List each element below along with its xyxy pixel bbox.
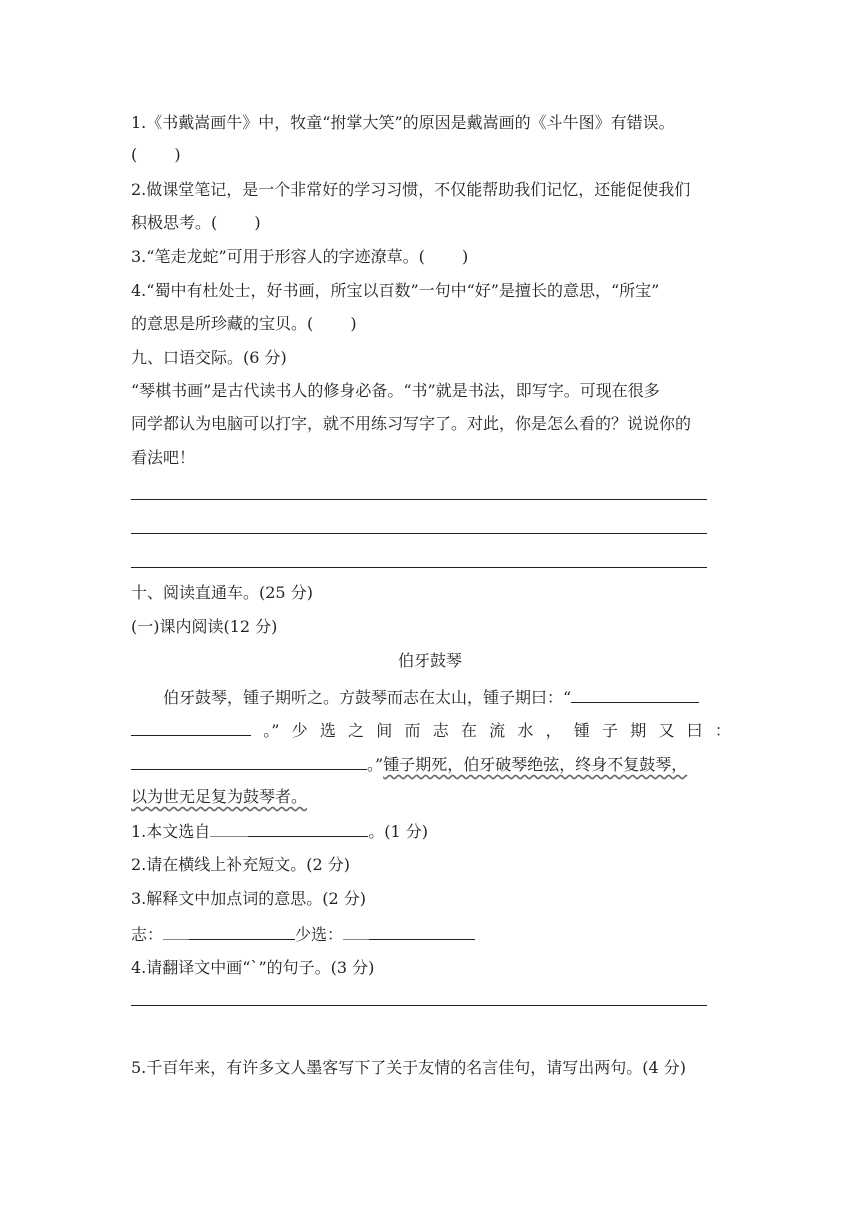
passage-line-2-char: 选 <box>319 721 336 740</box>
reading-q3-word1-blank-lead[interactable] <box>163 924 189 940</box>
passage-blank-1[interactable] <box>571 687 699 703</box>
reading-q1-prefix: 1.本文选自 <box>131 822 211 841</box>
passage-line-2-char: 曰 <box>686 721 703 740</box>
passage-line-2-char: ： <box>714 721 731 740</box>
reading-q3-word1-label: 志： <box>131 925 164 944</box>
passage-line-3-underlined: 锺子期死，伯牙破琴绝弦，终身不复鼓琴， <box>383 755 688 774</box>
reading-q1 <box>131 821 428 842</box>
passage-line-2-char: 之 <box>348 721 365 740</box>
reading-q3-word2-blank[interactable] <box>369 924 475 940</box>
passage-line-2-char: ， <box>545 721 562 740</box>
judgement-q2-line1: 2.做课堂笔记，是一个非常好的学习习惯，不仅能帮助我们记忆，还能促使我们 <box>131 180 691 199</box>
passage-line-2-char: 在 <box>460 721 477 740</box>
passage-blank-1-continued[interactable] <box>131 720 251 736</box>
passage-line-4 <box>131 787 307 807</box>
passage-line-1-text: 伯牙鼓琴，锺子期听之。方鼓琴而志在太山，锺子期曰：“ <box>163 688 572 707</box>
passage-title: 伯牙鼓琴 <box>397 651 462 670</box>
reading-q3-word2-label: 少选： <box>295 925 344 944</box>
reading-q3-word2-blank-lead[interactable] <box>343 924 369 940</box>
section9-heading: 九、口语交际。(6 分) <box>131 348 287 367</box>
passage-line-2-char: 。” <box>263 721 280 740</box>
passage-line-4-underlined: 以为世无足复为鼓琴者。 <box>131 787 308 806</box>
reading-q3: 3.解释文中加点词的意思。(2 分) <box>131 889 367 908</box>
judgement-q4-line2[interactable]: 的意思是所珍藏的宝贝。( ) <box>131 314 357 333</box>
passage-line-2 <box>131 720 731 741</box>
reading-q3-answers <box>131 924 475 945</box>
passage-blank-2[interactable] <box>131 754 367 770</box>
reading-q1-suffix: 。(1 分) <box>368 822 429 841</box>
reading-q3-word1-blank[interactable] <box>189 924 295 940</box>
section10-sub-heading: (一)课内阅读(12 分) <box>131 617 278 636</box>
judgement-q1-answer-bracket[interactable]: ( ) <box>131 145 181 164</box>
passage-line-2-char: 期 <box>630 721 647 740</box>
section9-answer-line-2[interactable] <box>131 533 707 534</box>
passage-line-2-char: 水 <box>517 721 534 740</box>
reading-q2: 2.请在横线上补充短文。(2 分) <box>131 855 351 874</box>
judgement-q1-line1: 1.《书戴嵩画牛》中，牧童“拊掌大笑”的原因是戴嵩画的《斗牛图》有错误。 <box>131 113 675 132</box>
reading-q1-blank-lead[interactable] <box>210 821 248 837</box>
passage-line-2-row <box>131 720 731 741</box>
passage-line-3-plain: 。” <box>367 755 384 774</box>
section9-answer-line-3[interactable] <box>131 567 707 568</box>
passage-line-2-char: 锺 <box>573 721 590 740</box>
passage-line-2-char: 流 <box>489 721 506 740</box>
reading-q4-answer-line[interactable] <box>131 1005 707 1006</box>
passage-line-2-char: 少 <box>291 721 308 740</box>
passage-line-2-char: 间 <box>376 721 393 740</box>
section9-answer-line-1[interactable] <box>131 499 707 500</box>
section10-heading: 十、阅读直通车。(25 分) <box>131 583 313 602</box>
reading-q5: 5.千百年来，有许多文人墨客写下了关于友情的名言佳句，请写出两句。(4 分) <box>131 1058 687 1077</box>
judgement-q4-line1: 4.“蜀中有杜处士，好书画，所宝以百数”一句中“好”是擅长的意思，“所宝” <box>131 281 660 300</box>
section9-prompt-line3: 看法吧！ <box>131 448 196 467</box>
passage-line-2-char: 而 <box>404 721 421 740</box>
reading-q4: 4.请翻译文中画“ˋ”的句子。(3 分) <box>131 958 375 977</box>
judgement-q2-line2[interactable]: 积极思考。( ) <box>131 213 261 232</box>
passage-line-2-char: 又 <box>658 721 675 740</box>
passage-line-2-char: 子 <box>602 721 619 740</box>
passage-line-3 <box>131 754 687 775</box>
judgement-q3[interactable]: 3.“笔走龙蛇”可用于形容人的字迹潦草。( ) <box>131 247 469 266</box>
reading-q1-blank[interactable] <box>248 821 368 837</box>
passage-line-2-char: 志 <box>432 721 449 740</box>
passage-line-1 <box>131 687 699 708</box>
section9-prompt-line1: “琴棋书画”是古代读书人的修身必备。“书”就是书法，即写字。可现在很多 <box>131 381 660 400</box>
section9-prompt-line2: 同学都认为电脑可以打字，就不用练习写字了。对此，你是怎么看的？说说你的 <box>131 414 692 433</box>
